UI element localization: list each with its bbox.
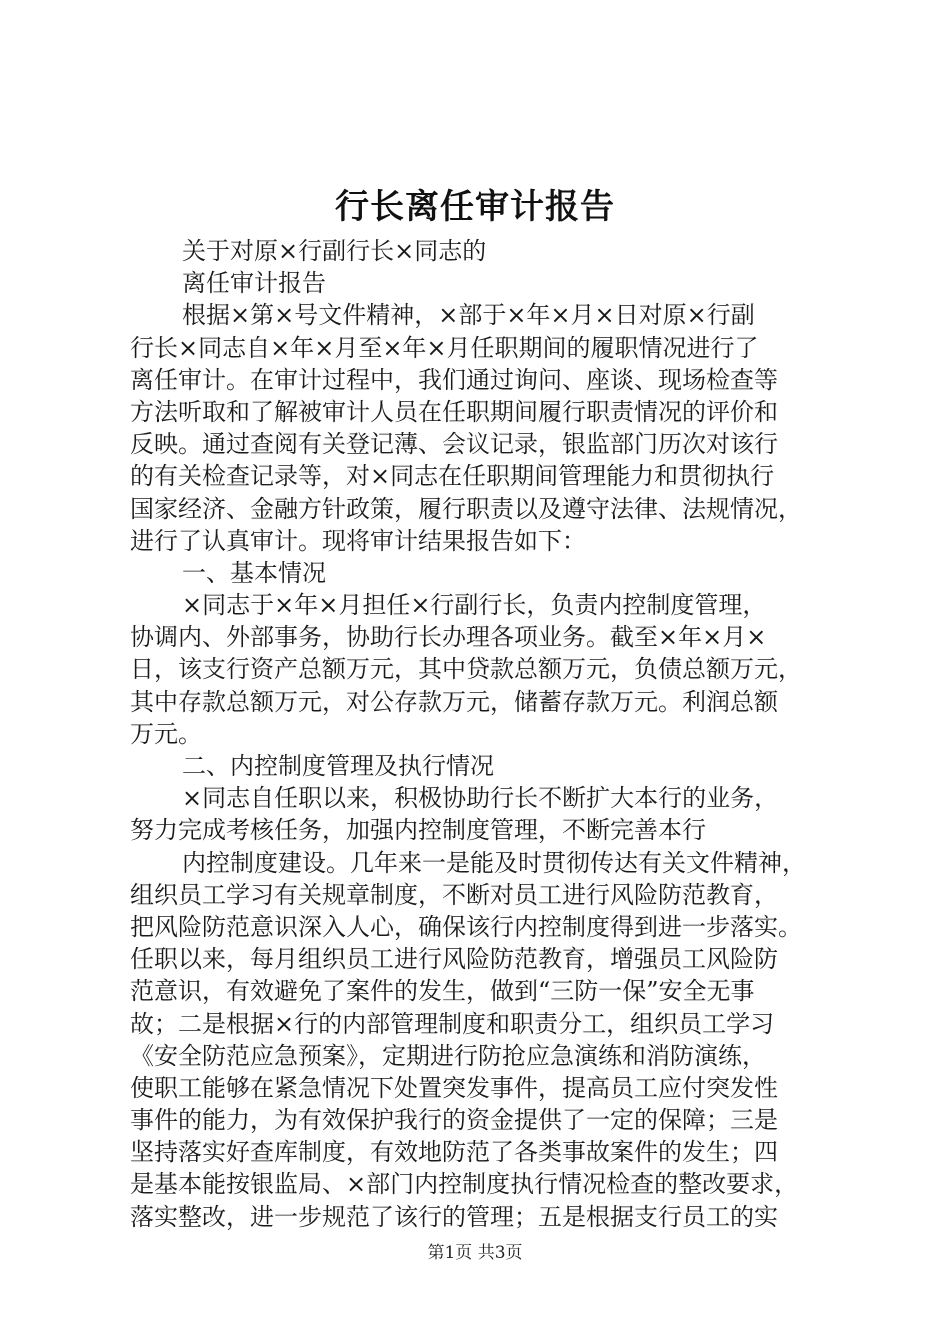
body-line: 努力完成考核任务，加强内控制度管理，不断完善本行 [130, 816, 706, 845]
body-line: 关于对原×行副行长×同志的 [182, 237, 487, 265]
body-line: 落实整改，进一步规范了该行的管理；五是根据支行员工的实 [130, 1202, 778, 1231]
body-line: 二、内控制度管理及执行情况 [182, 752, 494, 780]
body-line: 一、基本情况 [182, 558, 326, 587]
body-line: 《安全防范应急预案》，定期进行防抢应急演练和消防演练， [130, 1041, 766, 1070]
body-line: 离任审计报告 [182, 269, 326, 298]
body-line: 把风险防范意识深入人心，确保该行内控制度得到进一步落实。 [130, 912, 802, 941]
body-line: 离任审计。在审计过程中，我们通过询问、座谈、现场检查等 [130, 365, 778, 394]
body-line: 使职工能够在紧急情况下处置突发事件，提高员工应付突发性 [130, 1073, 778, 1102]
body-line: 行长×同志自×年×月至×年×月任职期间的履职情况进行了 [130, 333, 759, 362]
document-title: 行长离任审计报告 [335, 187, 615, 227]
body-line: ×同志于×年×月担任×行副行长，负责内控制度管理， [182, 591, 767, 620]
body-line: 日，该支行资产总额万元，其中贷款总额万元，负债总额万元， [130, 655, 802, 684]
body-line: 故；二是根据×行的内部管理制度和职责分工，组织员工学习 [130, 1009, 775, 1038]
body-line: 协调内、外部事务，协助行长办理各项业务。截至×年×月× [130, 623, 767, 652]
body-line: 任职以来，每月组织员工进行风险防范教育，增强员工风险防 [130, 945, 778, 974]
body-line: 范意识，有效避免了案件的发生，做到“三防一保”安全无事 [130, 977, 755, 1006]
document-body [130, 235, 833, 1233]
body-line: 万元。 [130, 719, 202, 748]
body-line: 是基本能按银监局、×部门内控制度执行情况检查的整改要求， [130, 1170, 799, 1199]
body-line: 的有关检查记录等，对×同志在任职期间管理能力和贯彻执行 [130, 462, 775, 491]
body-line: 坚持落实好查库制度，有效地防范了各类事故案件的发生；四 [130, 1138, 778, 1167]
body-line: 内控制度建设。几年来一是能及时贯彻传达有关文件精神， [182, 848, 806, 877]
body-line: 国家经济、金融方针政策，履行职责以及遵守法律、法规情况， [130, 494, 802, 523]
body-line: 进行了认真审计。现将审计结果报告如下： [130, 526, 586, 555]
body-line: ×同志自任职以来，积极协助行长不断扩大本行的业务， [182, 784, 779, 813]
page-footer: 第1页 共3页 [427, 1243, 523, 1263]
body-line: 其中存款总额万元，对公存款万元，储蓄存款万元。利润总额 [130, 687, 778, 716]
body-line: 组织员工学习有关规章制度，不断对员工进行风险防范教育， [130, 880, 778, 909]
body-line: 反映。通过查阅有关登记薄、会议记录，银监部门历次对该行 [130, 430, 778, 459]
body-line: 事件的能力，为有效保护我行的资金提供了一定的保障；三是 [130, 1106, 778, 1135]
body-line: 方法听取和了解被审计人员在任职期间履行职责情况的评价和 [130, 397, 778, 426]
body-line: 根据×第×号文件精神，×部于×年×月×日对原×行副 [182, 301, 755, 330]
